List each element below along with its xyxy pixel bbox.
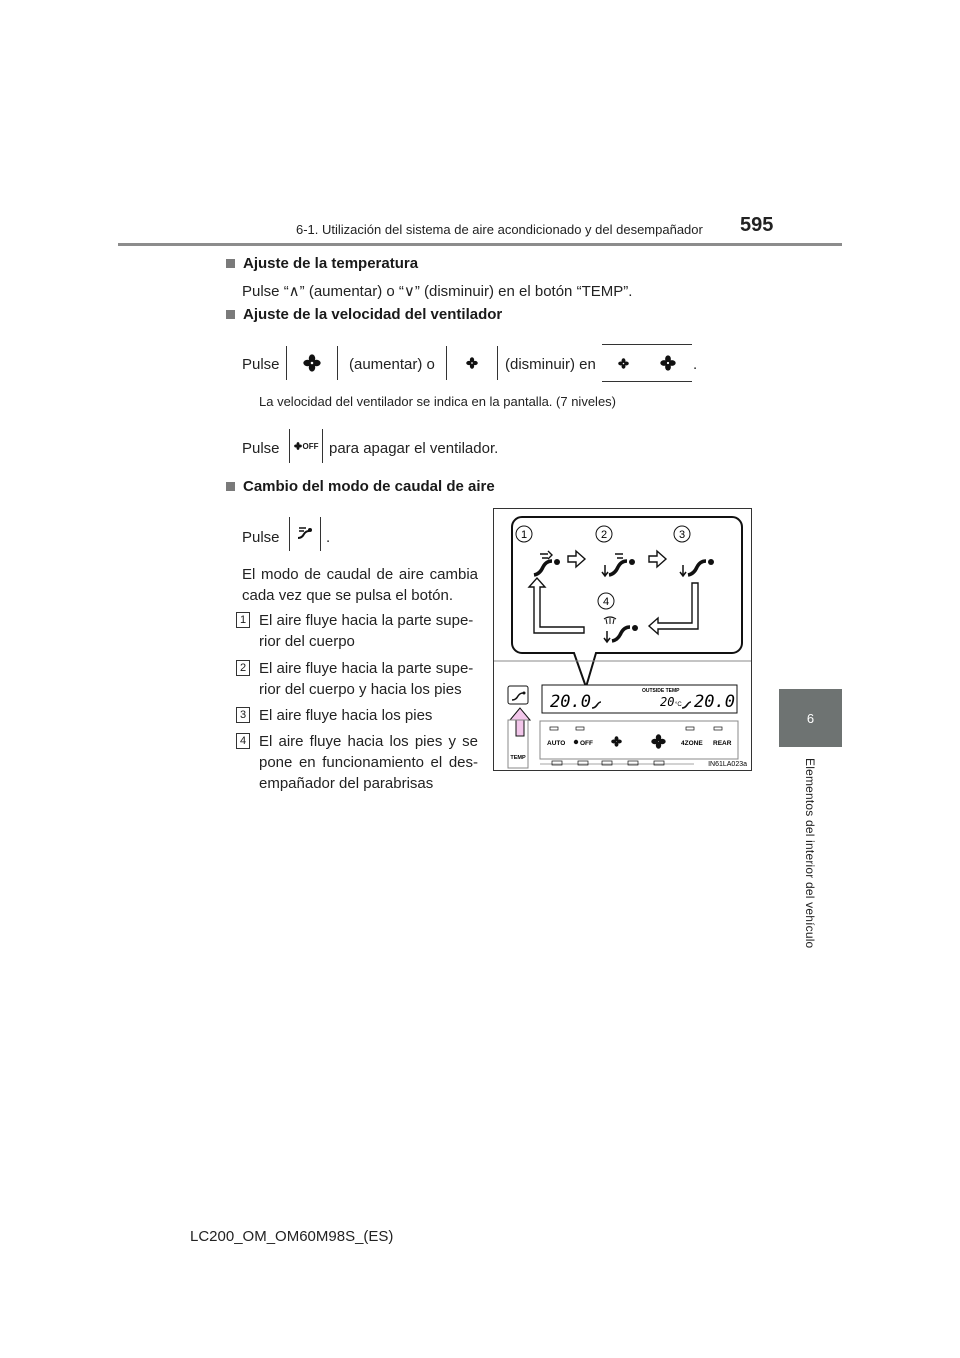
strip-slot [602,761,612,765]
fan-heading-text: Ajuste de la velocidad del ventilador [243,306,503,323]
page-number: 595 [740,214,774,236]
mode-button-icon [289,517,321,551]
fan-off-glyph [294,442,319,451]
fan-down-text: (disminuir) en [505,356,596,373]
item-3-line1: El aire fluye hacia los pies [259,707,433,724]
num-text: 1 [520,529,528,541]
header-rule [118,243,842,246]
outside-temp-label: OUTSIDE TEMP [642,688,680,694]
temp-label: TEMP [510,755,526,761]
fan-small-icon [618,358,629,369]
bullet-square [226,259,235,268]
led [714,727,722,730]
display-right-temp: 20.0 [694,692,735,712]
outside-temp-value: 20 [660,695,675,709]
chapter-label: Elementos del interior del vehículo [803,758,817,949]
item-2-line2: rior del cuerpo y hacia los pies [259,681,462,698]
temp-text: Pulse “∧” (aumentar) o “∨” (disminuir) en el botón “TEMP”. [242,283,633,300]
item-number: 4 [236,733,250,749]
fan-off-text: para apagar el ventilador. [329,440,499,457]
fan-small-icon [611,736,622,747]
off-button-label: OFF [580,740,593,747]
fan-period: . [693,356,698,373]
item-1-line1: El aire fluye hacia la parte supe- [259,612,474,629]
fan-down-button-icon [446,346,498,380]
temp-heading [226,255,418,272]
item-4-line2: pone en funcionamiento el des- [259,754,478,771]
mode-pulse-label: Pulse [242,529,280,546]
item-1-line2: rior del cuerpo [259,633,355,650]
off-label: OFF [302,441,319,451]
climate-panel-figure [493,508,752,771]
fan-off-button-icon [289,429,323,463]
button-row [540,721,738,759]
strip-slot [578,761,588,765]
fan-small-icon [574,740,578,744]
fan-up-text: (aumentar) o [349,356,435,373]
airflow-mode-icon [295,524,315,544]
fan-large-icon [651,734,665,748]
strip-slot [628,761,638,765]
led [576,727,584,730]
fan-pulse-label: Pulse [242,356,280,373]
led [686,727,694,730]
outside-temp-unit: °C [675,702,682,708]
item-number: 2 [236,660,250,676]
mode-period: . [326,529,331,546]
chapter-tab: 6 [779,689,842,747]
strip-slot [552,761,562,765]
item-4-line1: El aire fluye hacia los pies y se [259,733,478,750]
fan-small-icon [294,442,302,450]
display-left-temp: 20.0 [550,692,591,712]
strip-slot [654,761,664,765]
item-number: 1 [236,612,250,628]
num-text: 3 [678,529,686,541]
bullet-square [226,482,235,491]
fan-off-pulse: Pulse [242,440,280,457]
pointer-arrow-icon [510,708,530,736]
4zone-button-label: 4ZONE [681,740,703,747]
figure-code: IN61LA023a [708,761,747,768]
item-4-line3: empañador del parabrisas [259,775,434,792]
section-title: 6-1. Utilización del sistema de aire acondicionado y del desempañador [296,222,703,237]
temp-heading-text: Ajuste de la temperatura [243,255,419,272]
fan-up-button-icon [286,346,338,380]
num-text: 4 [602,596,610,608]
item-2-line1: El aire fluye hacia la parte supe- [259,660,474,677]
fan-note: La velocidad del ventilador se indica en la pantalla. (7 niveles) [259,394,616,409]
num-text: 2 [600,529,608,541]
mode-heading [226,478,495,495]
footer-doc-id: LC200_OM_OM60M98S_(ES) [190,1228,394,1245]
mode-heading-text: Cambio del modo de caudal de aire [243,478,495,495]
fan-large-icon [303,354,321,372]
auto-button-label: AUTO [547,740,566,747]
mode-desc-line2: cada vez que se pulsa el botón. [242,587,453,604]
fan-bar-icon [602,344,692,382]
figure-drawing [494,509,751,770]
item-number: 3 [236,707,250,723]
fan-heading [226,306,502,323]
led [550,727,558,730]
mode-desc-line1: El modo de caudal de aire cambia [242,566,478,583]
bullet-square [226,310,235,319]
fan-small-icon [466,357,478,369]
rear-button-label: REAR [713,740,732,747]
fan-large-icon [660,355,676,371]
